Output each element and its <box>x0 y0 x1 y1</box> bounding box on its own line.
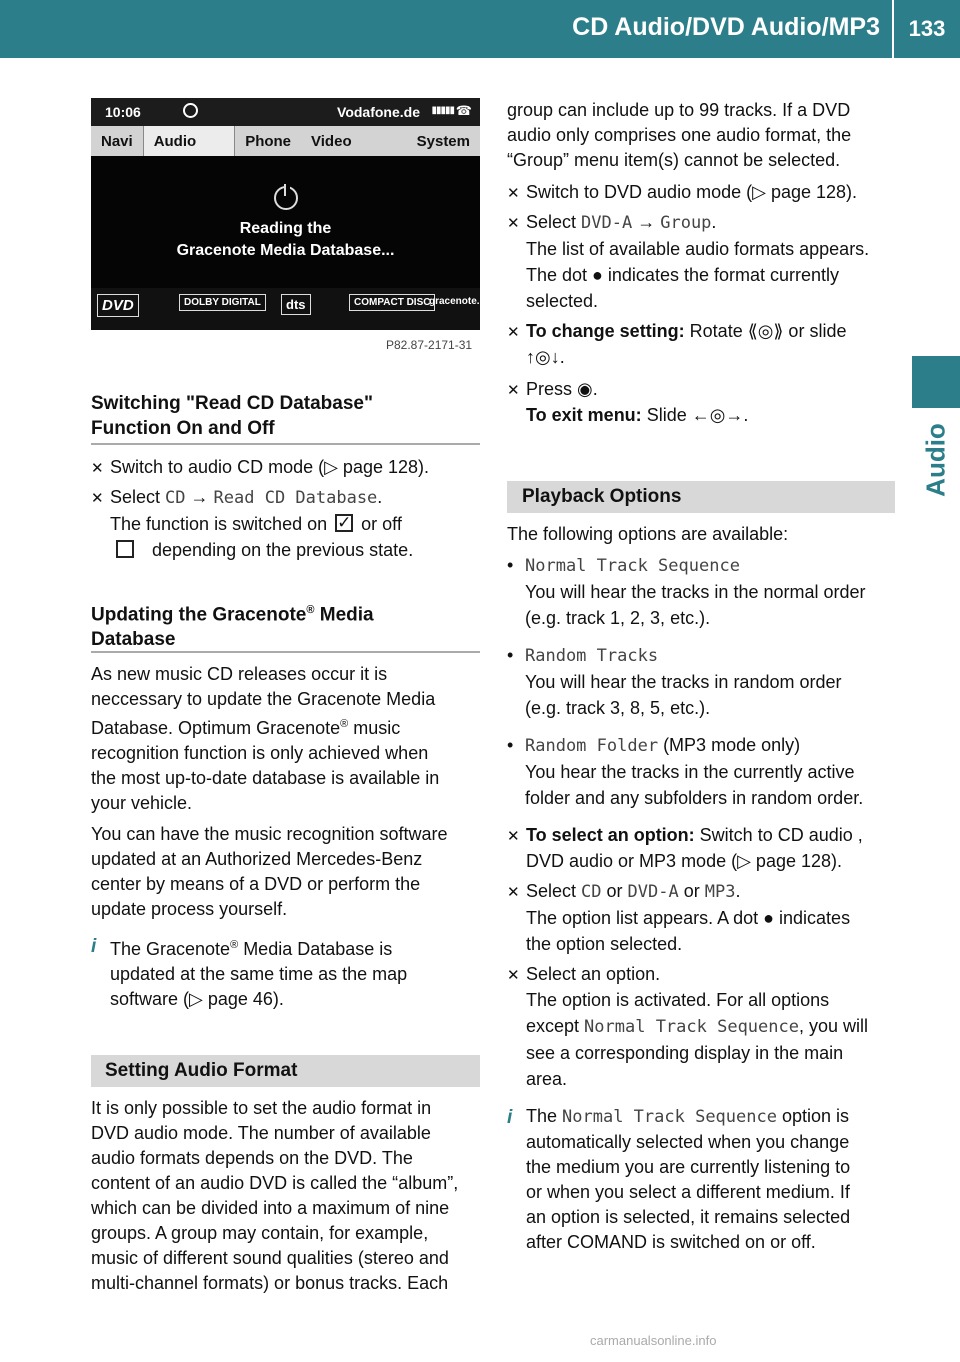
period: . <box>711 212 717 232</box>
bullet-icon: • <box>507 735 514 755</box>
step-arrow-icon: ✕ <box>507 828 520 845</box>
chapter-title: CD Audio/DVD Audio/MP3 <box>572 13 880 41</box>
step-text: The list of available audio formats appears. <box>526 239 870 259</box>
text-line: updated at an Authorized Mercedes-Benz <box>91 849 423 869</box>
step-text: Switch to CD audio , <box>694 825 863 845</box>
code-read-cd-database: Read CD Database <box>213 488 378 508</box>
menu-phone: Phone <box>245 133 292 150</box>
step-select-group <box>507 209 907 314</box>
text-line: music of different sound qualities (stereo and <box>91 1248 449 1268</box>
message-line-1: Reading the <box>239 220 332 237</box>
record-icon <box>183 103 198 118</box>
code-cd: CD <box>581 882 602 902</box>
step-label: To exit menu: <box>526 405 642 425</box>
signal-icon: ▮▮▮▮▮ <box>431 105 454 116</box>
registered-mark: ® <box>306 604 315 616</box>
step-text: depending on the previous state. <box>152 540 414 560</box>
text-line: option is <box>776 1106 850 1126</box>
code-normal-track-sequence: Normal Track Sequence <box>562 1107 777 1127</box>
section-bar-audio-format <box>91 1055 480 1087</box>
code-dvd-a: DVD-A <box>581 213 633 233</box>
step-label: To select an option: <box>526 825 695 845</box>
heading-text: Media <box>314 604 374 626</box>
text-line: (e.g. track 3, 8, 5, etc.). <box>525 698 711 718</box>
text-line: software (▷ page 46). <box>110 989 284 1009</box>
option-normal-track <box>507 552 907 631</box>
period: . <box>735 881 741 901</box>
side-tab-marker <box>912 356 960 408</box>
section-heading-read-cd <box>91 391 481 441</box>
text-line: folder and any subfolders in random order. <box>525 788 864 808</box>
text-line: You hear the tracks in the currently active <box>525 762 855 782</box>
step-text: Switch to audio CD mode (▷ page 128). <box>110 457 430 477</box>
step-text: Select an option. <box>526 964 661 984</box>
bullet-icon: • <box>507 645 514 665</box>
step-arrow-icon: ✕ <box>91 490 104 507</box>
options-intro <box>507 522 902 547</box>
step-select-an-option <box>507 961 907 1092</box>
text-line: an option is selected, it remains selected <box>526 1207 851 1227</box>
step-text: see a corresponding display in the main <box>526 1043 844 1063</box>
section-bar-title: Playback Options <box>522 486 682 507</box>
dts-logo: dts <box>281 294 311 315</box>
step-select-option-mode <box>507 822 907 874</box>
code-group: Group <box>660 213 712 233</box>
info-note-gracenote <box>91 933 481 1012</box>
step-text: or <box>601 881 628 901</box>
bullet-icon: • <box>507 555 514 575</box>
side-tab-label: Audio <box>920 423 951 497</box>
registered-mark: ® <box>340 718 349 730</box>
step-text: The dot ● indicates the format currently <box>526 265 840 285</box>
footer-watermark: carmanualsonline.info <box>590 1333 717 1348</box>
menu-system: System <box>416 133 470 150</box>
side-tab <box>912 410 960 510</box>
text-line: after COMAND is switched on or off. <box>526 1232 816 1252</box>
text-line: audio only comprises one audio format, the <box>507 125 852 145</box>
step-text: Press ◉. <box>526 379 598 399</box>
step-press <box>507 376 902 428</box>
power-icon <box>274 186 298 210</box>
paragraph-gracenote <box>91 662 486 922</box>
step-text: Switch to DVD audio mode (▷ page 128). <box>526 182 858 202</box>
text-line: automatically selected when you change <box>526 1132 850 1152</box>
step-text: Slide ←◎→. <box>641 405 749 425</box>
text-line: audio formats depends on the DVD. The <box>91 1148 413 1168</box>
step-text: DVD audio or MP3 mode (▷ page 128). <box>526 851 843 871</box>
format-logos <box>91 288 480 330</box>
step-label: To change setting: <box>526 321 685 341</box>
arrow-text: → <box>185 487 214 507</box>
text-line: (MP3 mode only) <box>658 735 801 755</box>
step-text: , you will <box>798 1016 869 1036</box>
option-random-folder <box>507 732 907 811</box>
text-line: or when you select a different medium. If <box>526 1182 850 1202</box>
page-number: 133 <box>892 0 960 58</box>
status-bar <box>91 98 480 126</box>
text-line: It is only possible to set the audio format in <box>91 1098 432 1118</box>
info-note-normal-track <box>507 1104 907 1255</box>
step-text: or off <box>361 514 402 534</box>
section-bar-playback-options <box>507 481 895 513</box>
text-line: group can include up to 99 tracks. If a DVD <box>507 100 851 120</box>
section-bar-title: Setting Audio Format <box>105 1060 298 1081</box>
code-dvd-a: DVD-A <box>627 882 679 902</box>
step-text: ↑◎↓. <box>526 347 565 367</box>
paragraph-group <box>507 98 902 173</box>
heading-line-2: Function On and Off <box>91 418 275 439</box>
step-text: Select <box>110 487 166 507</box>
main-menu <box>91 126 480 156</box>
network-provider: Vodafone.de <box>337 104 420 120</box>
menu-video: Video <box>311 133 352 150</box>
menu-navi: Navi <box>101 133 133 150</box>
step-arrow-icon: ✕ <box>91 460 104 477</box>
step-switch-cd <box>91 454 481 480</box>
text-line: As new music CD releases occur it is <box>91 664 388 684</box>
step-arrow-icon: ✕ <box>507 967 520 984</box>
heading-line-2: Database <box>91 629 176 651</box>
text-line: neccessary to update the Gracenote Media <box>91 689 436 709</box>
text-line: You will hear the tracks in the normal order <box>525 582 866 602</box>
period: . <box>377 487 383 507</box>
checkbox-empty-icon <box>116 540 134 558</box>
message-line-2: Gracenote Media Database... <box>176 242 395 259</box>
text-line: The Gracenote <box>110 939 231 959</box>
code-random-folder: Random Folder <box>525 736 659 756</box>
text-line: which can be divided into a maximum of nine <box>91 1198 450 1218</box>
text-line: updated at the same time as the map <box>110 964 408 984</box>
registered-mark: ® <box>230 939 239 951</box>
code-cd: CD <box>165 488 186 508</box>
code-normal-track-sequence: Normal Track Sequence <box>584 1017 799 1037</box>
checkbox-checked-icon <box>335 514 353 532</box>
text-line: “Group” menu item(s) cannot be selected. <box>507 150 841 170</box>
heading-line-1: Switching "Read CD Database" <box>91 393 373 414</box>
option-random-tracks <box>507 642 907 721</box>
text-line: the medium you are currently listening to <box>526 1157 851 1177</box>
text-line: multi-channel formats) or bonus tracks. Each <box>91 1273 449 1293</box>
step-text: except <box>526 1016 585 1036</box>
step-arrow-icon: ✕ <box>507 884 520 901</box>
compact-disc-logo: COMPACT DISC <box>349 294 435 311</box>
dolby-logo: DOLBY DIGITAL <box>179 294 266 311</box>
dvd-logo: DVD <box>97 294 139 317</box>
menu-audio: Audio <box>143 126 236 156</box>
text-line: your vehicle. <box>91 793 193 813</box>
code-random-tracks: Random Tracks <box>525 646 659 666</box>
text-line: You will hear the tracks in random order <box>525 672 842 692</box>
step-arrow-icon: ✕ <box>507 382 520 399</box>
text-line: groups. A group may contain, for example, <box>91 1223 429 1243</box>
step-text: The function is switched on <box>110 514 328 534</box>
code-normal-track-sequence: Normal Track Sequence <box>525 556 740 576</box>
step-arrow-icon: ✕ <box>507 215 520 232</box>
step-switch-dvd <box>507 179 902 205</box>
clock: 10:06 <box>105 104 141 120</box>
text-line: (e.g. track 1, 2, 3, etc.). <box>525 608 711 628</box>
image-caption: P82.87-2171-31 <box>386 338 473 352</box>
text-line: The <box>526 1106 563 1126</box>
text-line: content of an audio DVD is called the “album”, <box>91 1173 459 1193</box>
text-line: recognition function is only achieved when <box>91 743 429 763</box>
step-select-source <box>507 878 907 957</box>
text-line: The following options are available: <box>507 524 789 544</box>
text-line: Database. Optimum Gracenote <box>91 718 341 738</box>
step-arrow-icon: ✕ <box>507 324 520 341</box>
code-mp3: MP3 <box>704 882 736 902</box>
step-text: Select <box>526 881 582 901</box>
comand-screenshot <box>91 98 480 330</box>
step-text: Rotate ⟪◎⟫ or slide <box>684 321 847 341</box>
text-line: music <box>348 718 401 738</box>
phone-icon: ☎ <box>455 103 472 118</box>
info-icon: i <box>507 1107 513 1128</box>
step-text: The option list appears. A dot ● indicates <box>526 908 851 928</box>
arrow-text: → <box>632 212 661 232</box>
text-line: update process yourself. <box>91 899 288 919</box>
page-header <box>0 0 960 58</box>
step-text: or <box>678 881 705 901</box>
info-icon: i <box>91 936 97 957</box>
step-text: area. <box>526 1069 568 1089</box>
heading-text: Updating the Gracenote <box>91 604 307 626</box>
text-line: DVD audio mode. The number of available <box>91 1123 431 1143</box>
paragraph-audio-format <box>91 1096 486 1296</box>
step-text: selected. <box>526 291 599 311</box>
text-line: You can have the music recognition software <box>91 824 448 844</box>
gracenote-logo: gracenote. <box>429 296 480 307</box>
reading-message <box>91 218 480 262</box>
text-line: center by means of a DVD or perform the <box>91 874 421 894</box>
section-heading-gracenote <box>91 598 481 652</box>
step-text: the option selected. <box>526 934 683 954</box>
heading-rule <box>91 651 480 653</box>
text-line: Media Database is <box>238 939 393 959</box>
step-text: The option is activated. For all options <box>526 990 830 1010</box>
heading-rule <box>91 443 480 445</box>
step-select-read-cd <box>91 484 481 563</box>
step-change-setting <box>507 318 902 370</box>
step-arrow-icon: ✕ <box>507 185 520 202</box>
text-line: the most up-to-date database is available in <box>91 768 440 788</box>
step-text: Select <box>526 212 582 232</box>
